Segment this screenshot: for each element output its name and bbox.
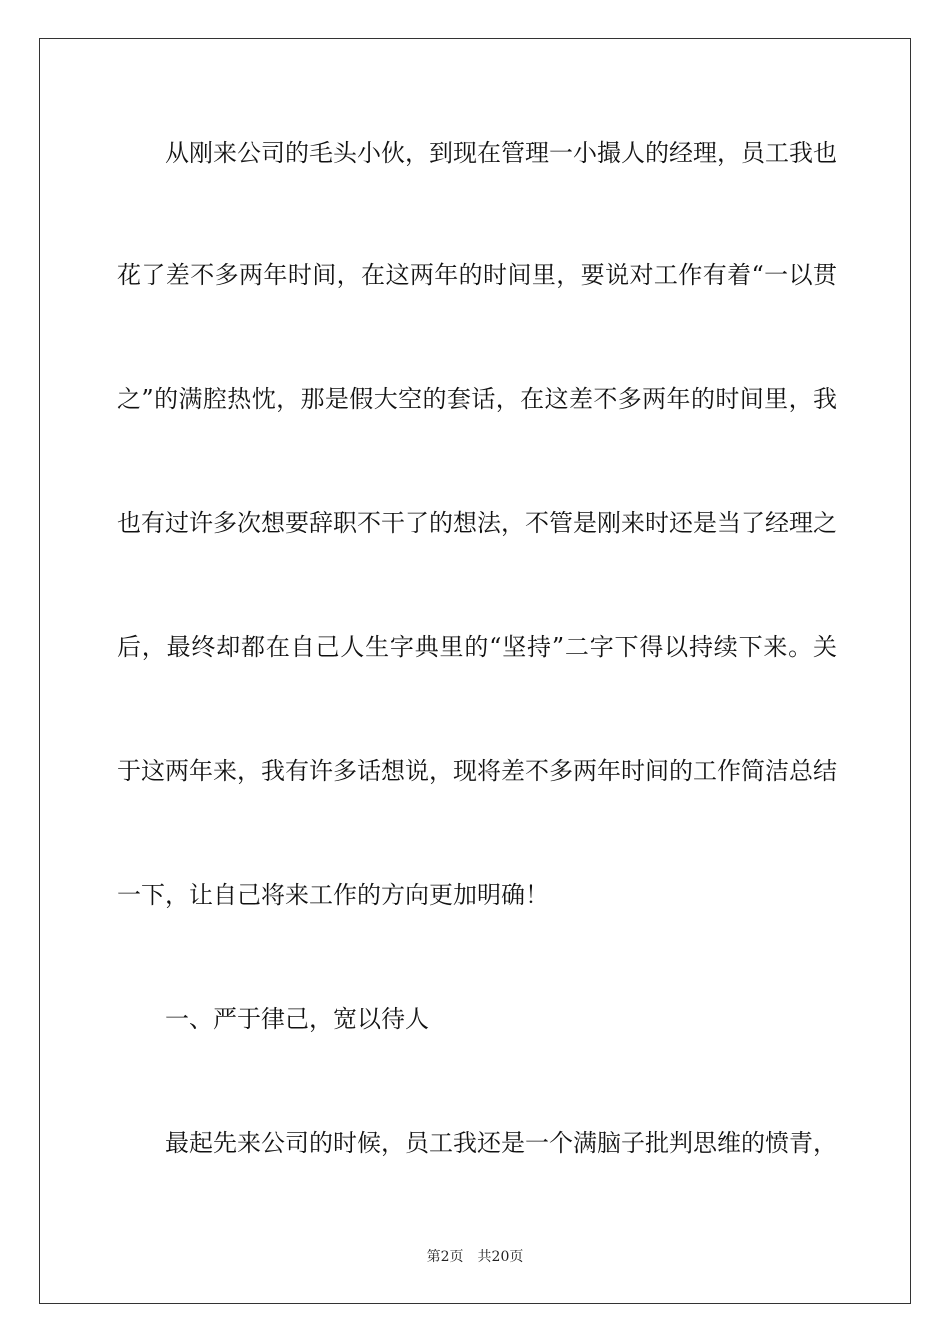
paragraph-line: 花了差不多两年时间，在这两年的时间里，要说对工作有着“一以贯 [117,261,837,289]
page-number: 第2页 [426,1249,464,1265]
paragraph-line: 之”的满腔热忱，那是假大空的套话，在这差不多两年的时间里，我 [117,385,837,413]
paragraph-line: 一下，让自己将来工作的方向更加明确！ [117,881,549,909]
page-total: 共20页 [477,1249,524,1265]
section-heading: 一、严于律己，宽以待人 [165,1005,429,1033]
page-border [39,38,911,1304]
paragraph-line: 从刚来公司的毛头小伙，到现在管理一小撮人的经理，员工我也 [165,139,837,167]
paragraph-line: 后，最终却都在自己人生字典里的“坚持”二字下得以持续下来。关 [117,633,837,661]
page-footer [0,1247,950,1267]
paragraph-line: 最起先来公司的时候，员工我还是一个满脑子批判思维的愤青， [165,1129,837,1157]
paragraph-line: 于这两年来，我有许多话想说，现将差不多两年时间的工作简洁总结 [117,757,837,785]
paragraph-line: 也有过许多次想要辞职不干了的想法，不管是刚来时还是当了经理之 [117,509,837,537]
